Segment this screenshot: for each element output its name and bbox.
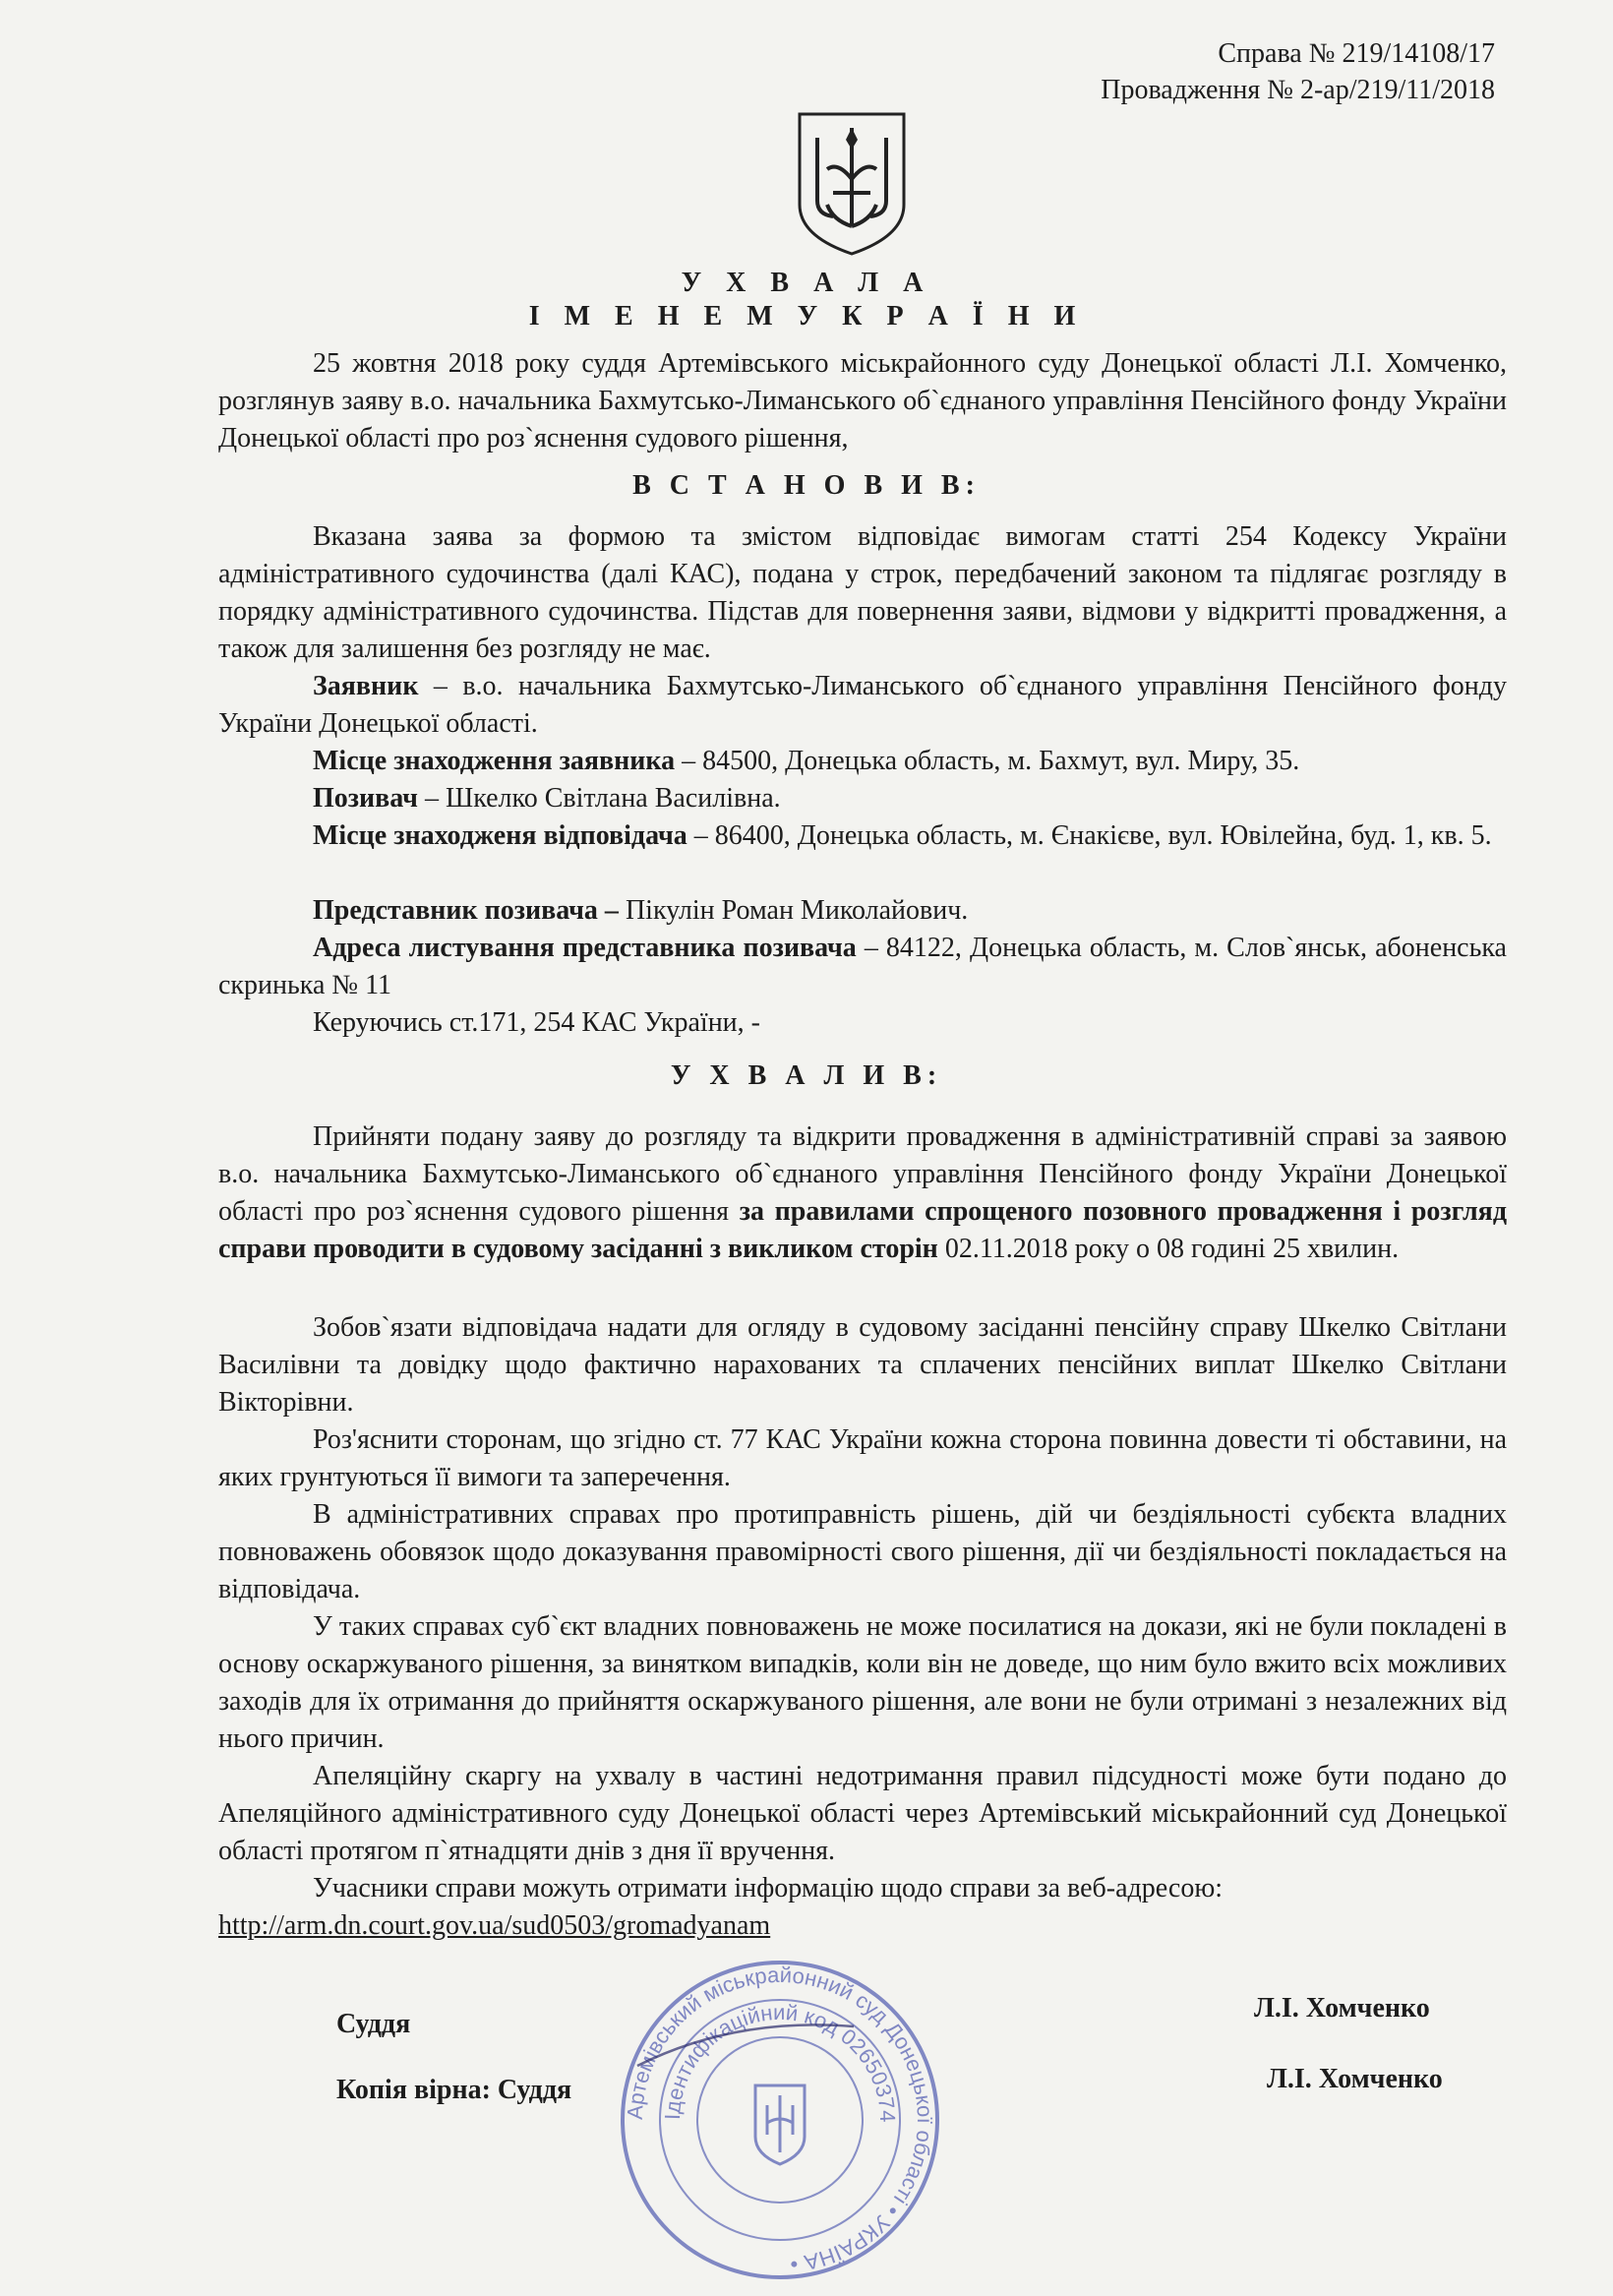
established-paragraph: Вказана заява за формою та змістом відповідає вимогам статті 254 Кодексу України адміністративного судочинства (далі КАС), подана у строк, передбачений законом та підлягає розгляду в порядку адміністративного судочинства. Підстав для повернення заяви, відмови у відкритті провадження, а також для залишення без розгляду не має. (218, 521, 1507, 664)
decision-paragraph-6: Апеляційну скаргу на ухвалу в частині недотримання правил підсудності може бути подано до Апеляційного адміністративного суду Донецької області через Артемівський міськрайонний суд Донецької області протягом п`ятнадцяти днів з дня її вручення. (218, 1761, 1507, 1866)
court-website-link[interactable]: http://arm.dn.court.gov.ua/sud0503/gromadyanam (218, 1910, 771, 1941)
judge-name: Л.І. Хомченко (1254, 1993, 1430, 2024)
decision-paragraph-7: Учасники справи можуть отримати інформацію щодо справи за веб-адресою: http://arm.dn.court.gov.ua/sud0503/gromadyanam (218, 1873, 1224, 1941)
document-title: У Х В А Л А (681, 268, 932, 298)
document-subtitle: І М Е Н Е М У К Р А Ї Н И (528, 301, 1085, 332)
decision-paragraph-5: У таких справах суб`єкт владних повноважень не може посилатися на докази, які не були покладені в основу оскаржуваного рішення, за винятком випадків, коли він не доведе, що ним було вжито всіх можливих заходів для їх отримання до прийняття оскаржуваного рішення, але вони не були отримані з незалежних від нього причин. (218, 1611, 1507, 1754)
decided-heading: У Х В А Л И В: (670, 1060, 943, 1091)
svg-text:Артемівський міськрайонний суд: Артемівський міськрайонний суд Донецької області • УКРАЇНА • (622, 1962, 938, 2277)
party-representative-address: Адреса листування представника позивача – 84122, Донецька область, м. Слов`янськ, абоненська скринька № 11 (218, 933, 1507, 1000)
svg-text:Ідентифікаційний код 02650374: Ідентифікаційний код 02650374 (659, 1999, 901, 2123)
case-number: Справа № 219/14108/17 (1218, 38, 1495, 69)
judge-label: Суддя (336, 2009, 411, 2039)
copy-certified-label: Копія вірна: Суддя (336, 2075, 572, 2105)
party-plaintiff: Позивач – Шкелко Світлана Василівна. (313, 783, 781, 814)
party-representative: Представник позивача – Пікулін Роман Миколайович. (313, 895, 969, 926)
party-applicant-address: Місце знаходження заявника – 84500, Донецька область, м. Бахмут, вул. Миру, 35. (313, 746, 1300, 776)
decision-paragraph-4: В адміністративних справах про протиправність рішень, дій чи бездіяльності субєкта владних повноважень обовязок щодо доказування правомірності свого рішення, дії чи бездіяльності покладається на відповідача. (218, 1499, 1507, 1604)
case-header (1101, 35, 1495, 108)
court-seal-icon (618, 1958, 942, 2282)
coat-of-arms-icon (794, 110, 910, 256)
decision-paragraph-3: Роз'яснити сторонам, що згідно ст. 77 КАС України кожна сторона повинна довести ті обставини, на яких грунтуються її вимоги та заперечення. (218, 1424, 1507, 1492)
guided-by-line: Керуючись ст.171, 254 КАС України, - (313, 1007, 760, 1038)
intro-paragraph: 25 жовтня 2018 року суддя Артемівського міськрайонного суду Донецької області Л.І. Хомченко, розглянув заяву в.о. начальника Бахмутсько-Лиманського об`єднаного управління Пенсійного фонду України Донецької області про роз`яснення судового рішення, (218, 348, 1507, 453)
proceeding-number: Провадження № 2-ар/219/11/2018 (1101, 75, 1495, 105)
party-defendant-address: Місце знаходженя відповідача – 86400, Донецька область, м. Єнакієве, вул. Ювілейна, буд. 1, кв. 5. (313, 820, 1492, 851)
party-applicant: Заявник – в.о. начальника Бахмутсько-Лиманського об`єднаного управління Пенсійного фонду України Донецької області. (218, 671, 1507, 739)
decision-paragraph-2: Зобов`язати відповідача надати для огляду в судовому засіданні пенсійну справу Шкелко Світлани Василівни та довідку щодо фактично нарахованих та сплачених пенсійних виплат Шкелко Світлани Вікторівни. (218, 1312, 1507, 1418)
decision-paragraph-1: Прийняти подану заяву до розгляду та відкрити провадження в адміністративній справі за заявою в.о. начальника Бахмутсько-Лиманського об`єднаного управління Пенсійного фонду України Донецької області про роз`яснення судового рішення за правилами спрощеного позовного провадження і розгляд справи проводити в судовому засіданні з викликом сторін 02.11.2018 року о 08 годині 25 хвилин. (218, 1121, 1507, 1264)
copy-judge-name: Л.І. Хомченко (1267, 2064, 1443, 2094)
established-heading: В С Т А Н О В И В: (632, 470, 981, 501)
